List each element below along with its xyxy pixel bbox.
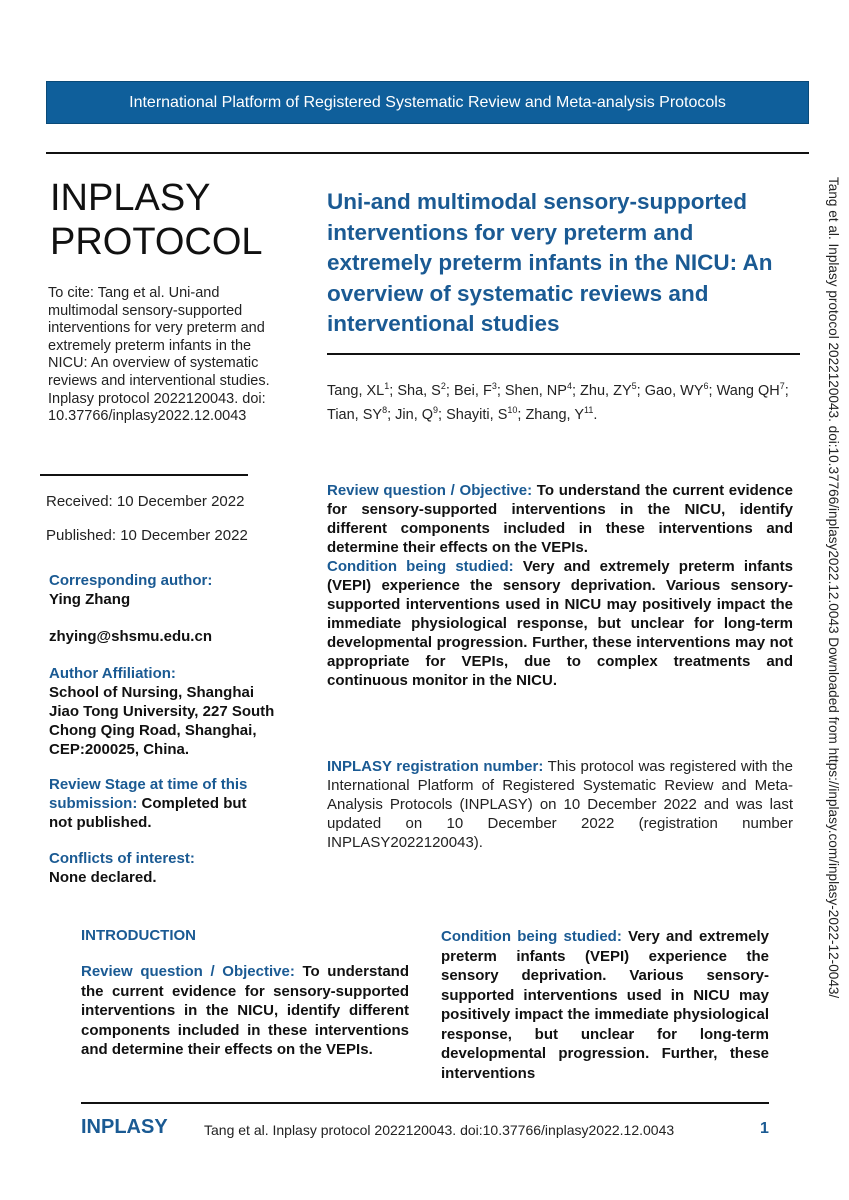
author-affiliation-number: 7 (779, 381, 785, 391)
top-rule (46, 152, 809, 154)
intro-condition-text: Very and extremely preterm infants (VEPI) experience the sensory deprivation. Various sensory-supported interventions used in NICU may positively impact the immediate physiological response, but unclear for long-term developmental progression. Further, these interventions (441, 928, 770, 1082)
journal-banner (46, 81, 809, 124)
corresponding-author (49, 571, 279, 646)
abstract-objective (327, 481, 793, 690)
author-name: Jin, Q (395, 406, 434, 423)
author-affiliation-number: 10 (507, 404, 518, 415)
affiliation-label: Author Affiliation: (49, 665, 176, 682)
intro-review-label: Review question / Objective: (81, 963, 295, 980)
intro-condition-label: Condition being studied: (441, 928, 622, 945)
corresponding-email[interactable]: zhying@shsmu.edu.cn (49, 628, 212, 645)
author-name: Wang QH (716, 382, 780, 399)
affiliation-text: School of Nursing, Shanghai Jiao Tong University, 227 South Chong Qing Road, Shanghai, CEP:200025, China. (49, 684, 275, 758)
review-stage (49, 775, 264, 832)
received-date: Received: 10 December 2022 (46, 493, 245, 510)
footer-rule (81, 1102, 769, 1104)
conflicts-text: None declared. (49, 869, 157, 886)
author-name: Tian, SY (327, 406, 383, 423)
abstract-registration (327, 757, 793, 852)
author-name: Zhang, Y (525, 406, 585, 423)
author-affiliation-number: 3 (491, 381, 497, 391)
author-name: Tang, XL (327, 382, 385, 399)
conflicts-label: Conflicts of interest: (49, 850, 195, 867)
article-title: Uni-and multimodal sensory-supported interventions for very preterm and extremely preterm infants in the NICU: An overview of systematic reviews and interventional studies (327, 189, 773, 336)
author-name: Shayiti, S (446, 406, 508, 423)
brand-line-1: INPLASY (50, 177, 211, 219)
intro-review-text: To understand the current evidence for sensory-supported interventions in the NICU, identify different components included in these interventions and determine their effects on the VEPIs. (81, 963, 409, 1058)
corresponding-label: Corresponding author: (49, 572, 213, 589)
author-affiliation (49, 664, 279, 759)
intro-condition (441, 927, 769, 1083)
abstract-review-label: Review question / Objective: (327, 482, 533, 499)
intro-review-question (81, 962, 409, 1060)
abstract-condition-text: Very and extremely preterm infants (VEPI) experience the sensory deprivation. Various sensory-supported interventions used in NICU may positively impact the immediate physiological response, but unclear for long-term developmental progression. Further, these interventions may not appropriate for VEPIs, due to complex treatments and continuous monitor in the NICU. (327, 558, 794, 689)
author-affiliation-number: 11 (584, 404, 594, 415)
abstract-condition-label: Condition being studied: (327, 558, 514, 575)
registration-text: This protocol was registered with the International Platform of Registered Systematic Review and Meta-Analysis Protocols (INPLASY) on 10 December 2022 and was last updated on 10 December 2022 (registration number INPLASY2022120043). (327, 758, 793, 851)
registration-label: INPLASY registration number: (327, 758, 544, 775)
left-rule (40, 474, 248, 476)
corresponding-name: Ying Zhang (49, 591, 131, 608)
author-name: Shen, NP (504, 382, 567, 399)
author-name: Bei, F (453, 382, 492, 399)
citation-text: To cite: Tang et al. Uni-and multimodal sensory-supported interventions for very preterm and extremely preterm infants in the NICU: An overview of systematic reviews and interventional studies. Inplasy protocol 2022120043. doi: 10.37766/inplasy2022.12.0043 (48, 285, 270, 425)
download-sidebar: Tang et al. Inplasy protocol 2022120043. doi:10.37766/inplasy2022.12.0043 Downloaded from https://inplasy.com/inplasy-2022-12-0043/ (826, 177, 841, 999)
conflicts-of-interest (49, 849, 279, 887)
brand-line-2: PROTOCOL (50, 221, 263, 263)
author-affiliation-number: 6 (703, 381, 709, 391)
abstract-review-text: To understand the current evidence for sensory-supported interventions in the NICU, identify different components included in these interventions and determine their effects on the VEPIs. (327, 482, 793, 556)
author-affiliation-number: 5 (631, 381, 637, 391)
author-name: Zhu, ZY (580, 382, 632, 399)
protocol-brand (50, 176, 263, 264)
author-affiliation-number: 1 (384, 381, 390, 391)
author-list: Tang, $XL^1$; Sha, $S^2$; Bei, $F^3$; Shen, $NP^4$; Zhu, $ZY^5$; Gao, $WY^6$; Wang $QH^7$; Tian, $SY^8$; Jin, $Q^9$; Shayiti, $S^{10}$; Zhang, $Y^{11}$. (327, 381, 789, 423)
footer-citation: Tang et al. Inplasy protocol 2022120043. doi:10.37766/inplasy2022.12.0043 (204, 1122, 675, 1138)
title-rule (327, 353, 800, 355)
author-affiliation-number: 2 (440, 381, 446, 391)
published-date: Published: 10 December 2022 (46, 527, 248, 544)
review-stage-label: Review Stage at time of this submission: (49, 776, 248, 812)
author-affiliation-number: 9 (433, 404, 439, 415)
author-name: Gao, WY (644, 382, 704, 399)
author-affiliation-number: 8 (382, 404, 388, 415)
banner-text: International Platform of Registered Systematic Review and Meta-analysis Protocols (129, 93, 726, 111)
author-name: Sha, S (397, 382, 441, 399)
footer-brand: INPLASY (81, 1116, 168, 1138)
page-number: 1 (760, 1120, 769, 1137)
review-stage-text: Completed but not published. (49, 795, 247, 831)
author-affiliation-number: 4 (566, 381, 572, 391)
introduction-heading: INTRODUCTION (81, 927, 196, 944)
